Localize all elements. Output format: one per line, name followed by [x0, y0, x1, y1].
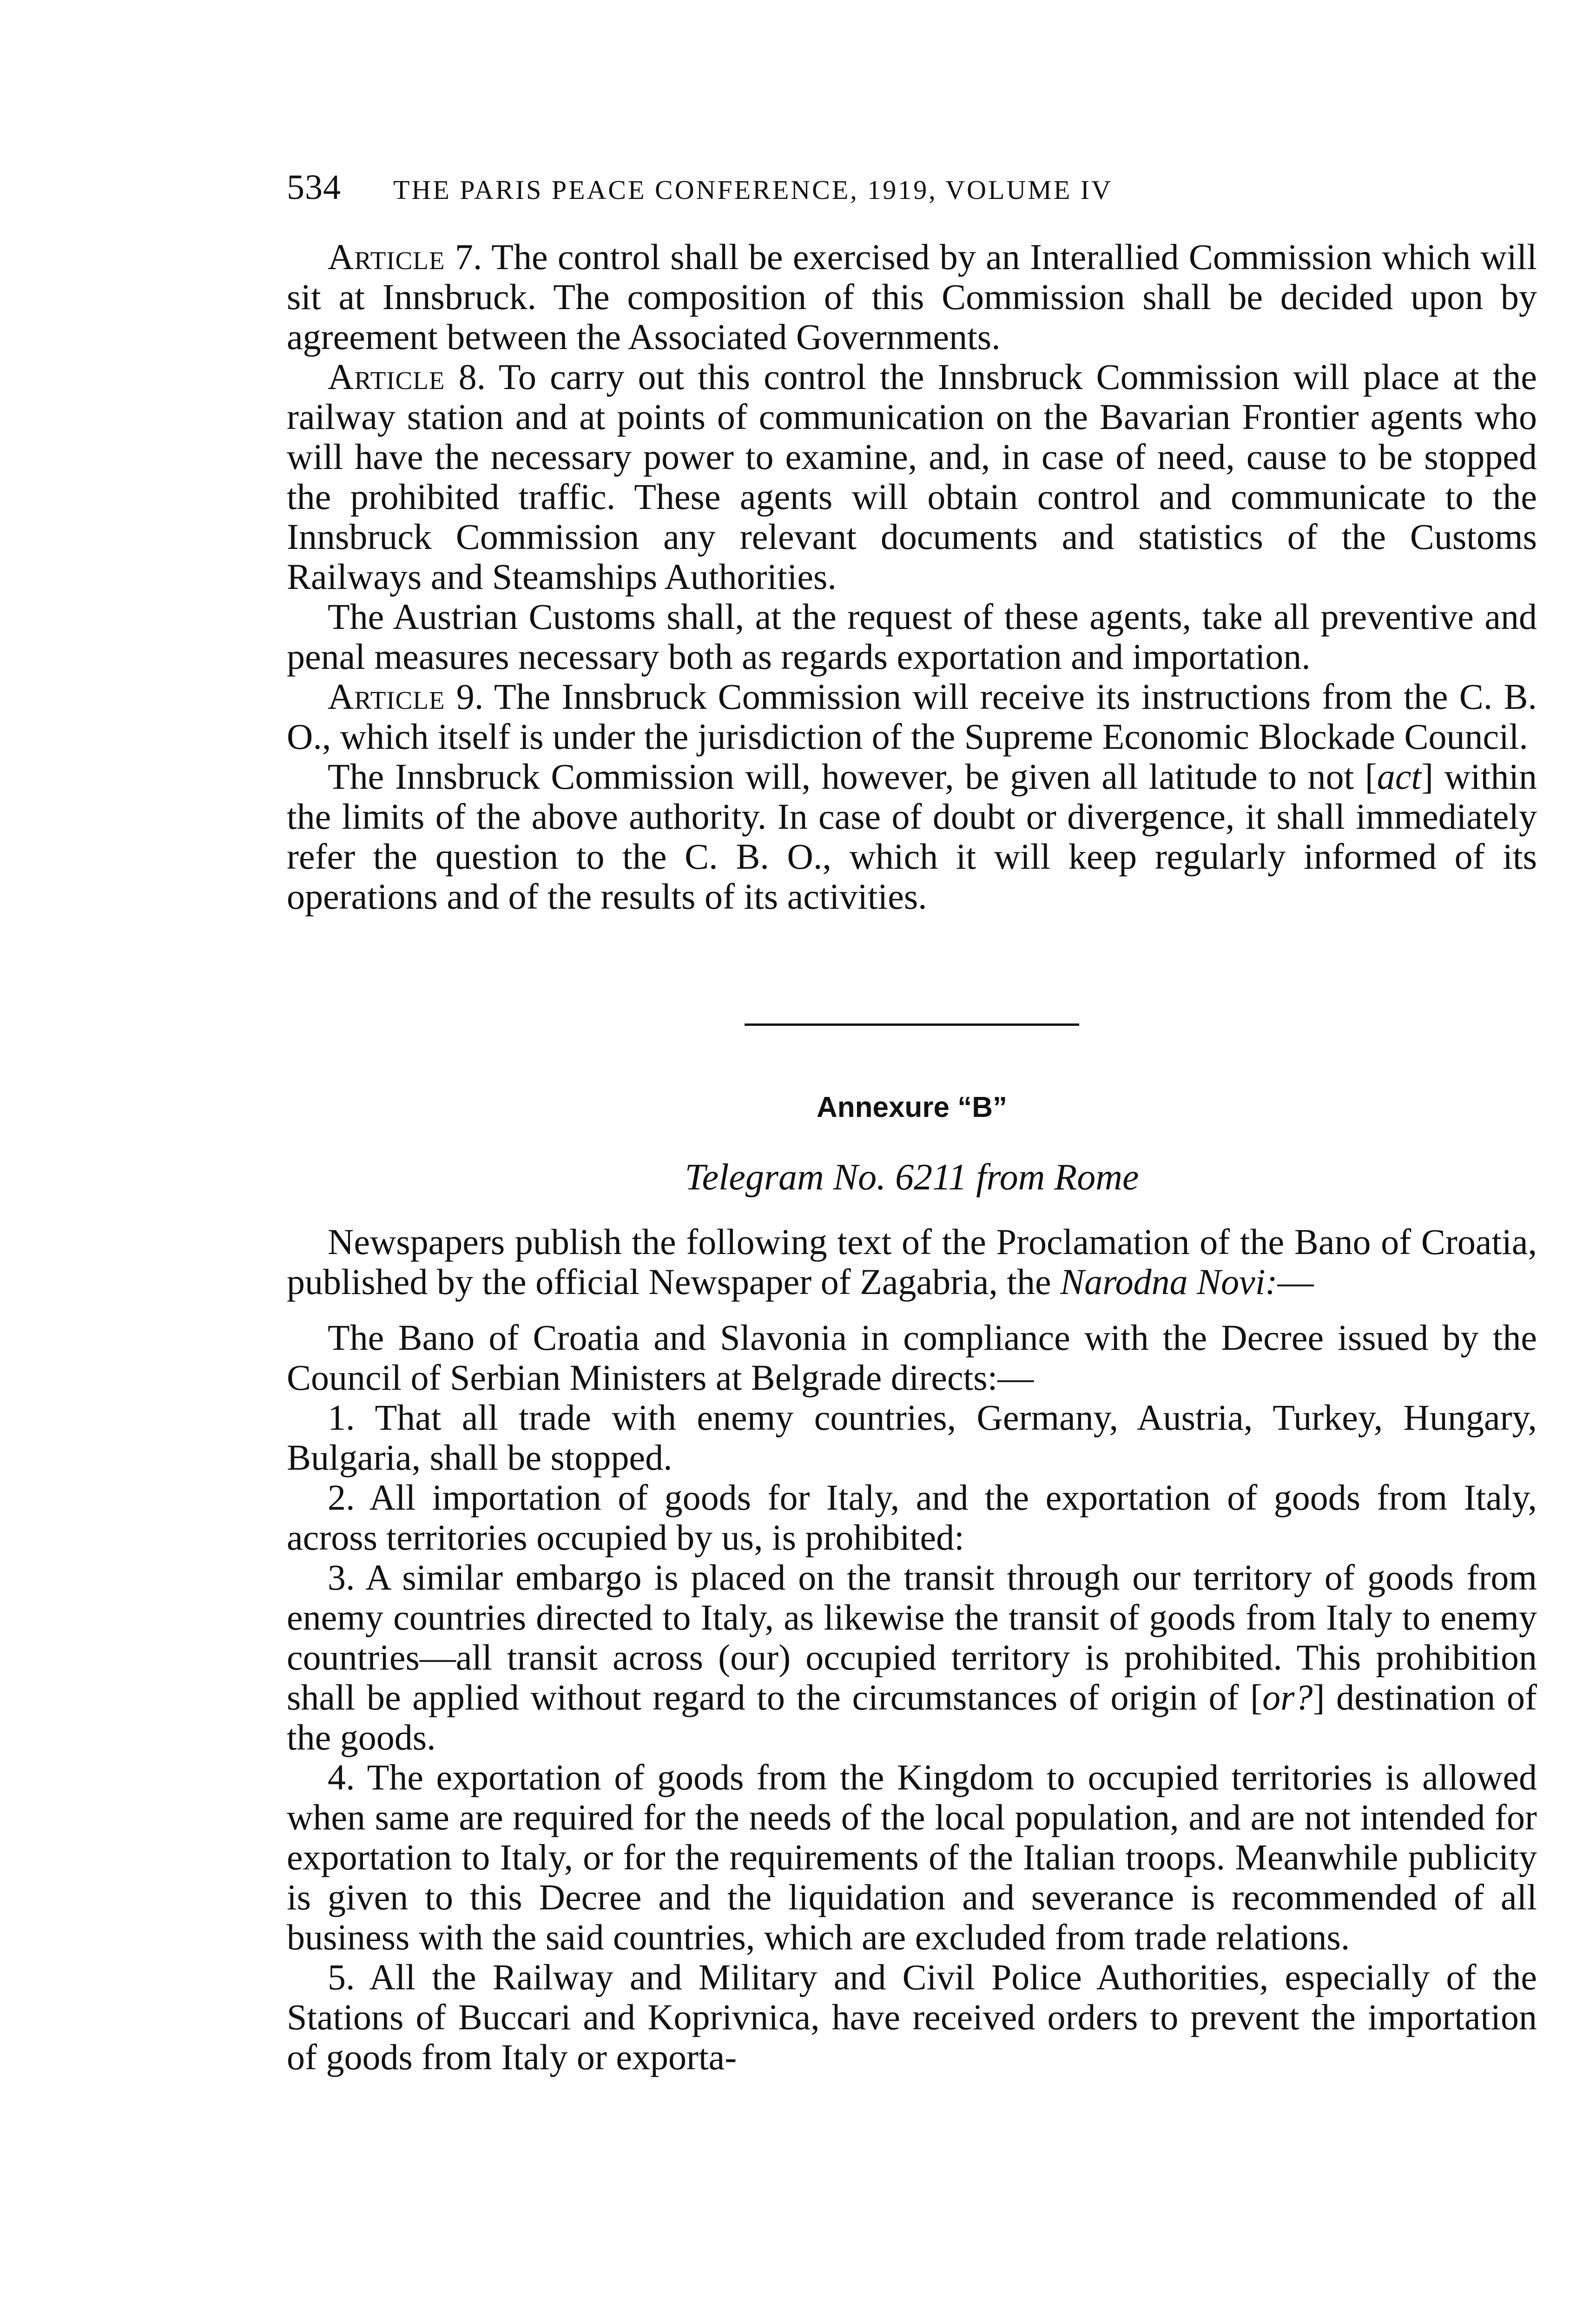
article-9-text: 9. The Innsbruck Commission will receive its instructions from the C. B. O., which itself is under the jurisdiction of the Supreme Economic Blockade Council.	[287, 676, 1537, 757]
decree-item-3-text-start: 3. A similar embargo is placed on the transit through our territory of goods from enemy countries directed to Italy, as likewise the transit of goods from Italy to enemy countries—all transit across (our) occupied territory is prohibited. This prohibition shall be applied without regard to the circumstances of origin of [	[287, 1557, 1537, 1717]
latitude-paragraph	[287, 757, 1537, 917]
telegram-title: Telegram No. 6211 from Rome	[685, 1157, 1139, 1198]
decree-paragraph: The Bano of Croatia and Slavonia in compliance with the Decree issued by the Council of Serbian Ministers at Belgrade directs:—	[287, 1317, 1537, 1398]
decree-item-1: 1. That all trade with enemy countries, Germany, Austria, Turkey, Hungary, Bulgaria, shall be stopped.	[287, 1397, 1537, 1478]
article-9-label: Article	[328, 676, 445, 717]
page-number: 534	[287, 168, 341, 207]
article-8-text: 8. To carry out this control the Innsbruck Commission will place at the railway station and at points of communication on the Bavarian Frontier agents who will have the necessary power to examine, and, in case of need, cause to be stopped the prohibited traffic. These agents will obtain control and communicate to the Innsbruck Commission any relevant documents and statistics of the Customs Railways and Steamships Authorities.	[287, 357, 1537, 597]
decree-item-3-italic-word: or?	[1262, 1677, 1313, 1717]
article-8-paragraph	[287, 357, 1537, 597]
article-7-paragraph	[287, 237, 1537, 357]
running-head: THE PARIS PEACE CONFERENCE, 1919, VOLUME IV	[393, 175, 1113, 205]
decree-item-5: 5. All the Railway and Military and Civil Police Authorities, especially of the Stations of Buccari and Koprivnica, have received orders to prevent the importation of goods from Italy or exporta-	[287, 1957, 1537, 2077]
article-7-text: 7. The control shall be exercised by an Interallied Commission which will sit at Innsbruck. The composition of this Commission shall be decided upon by agreement between the Associated Governments.	[287, 237, 1537, 357]
section-divider	[745, 1023, 1079, 1026]
latitude-text-end: ] within the limits of the above authority. In case of doubt or divergence, it shall immediately refer the question to the C. B. O., which it will keep regularly informed of its operations and of the results of its activities.	[287, 756, 1537, 917]
spacer	[287, 1302, 1537, 1318]
austrian-customs-paragraph: The Austrian Customs shall, at the request of these agents, take all preventive and penal measures necessary both as regards exportation and importation.	[287, 596, 1537, 677]
annex-title: Annexure “B”	[817, 1091, 1007, 1123]
latitude-text-start: The Innsbruck Commission will, however, be given all latitude to not [	[328, 756, 1377, 797]
decree-item-2: 2. All importation of goods for Italy, and the exportation of goods from Italy, across territories occupied by us, is prohibited:	[287, 1477, 1537, 1558]
article-7-label: Article	[328, 237, 445, 277]
decree-item-3-text-end: ] destination of the goods.	[287, 1677, 1537, 1757]
article-8-label: Article	[328, 357, 445, 397]
page-header	[287, 167, 1537, 218]
annex-intro-paragraph	[287, 1222, 1537, 1302]
latitude-italic-word: act	[1377, 756, 1422, 797]
decree-item-4: 4. The exportation of goods from the Kingdom to occupied territories is allowed when same are required for the needs of the local population, and are not intended for exportation to Italy, or for the requirements of the Italian troops. Meanwhile publicity is given to this Decree and the liquidation and severance is recommended of all business with the said countries, which are excluded from trade relations.	[287, 1757, 1537, 1957]
document-page	[287, 167, 1537, 2077]
annex-intro-text: Newspapers publish the following text of the Proclamation of the Bano of Croatia, published by the official Newspaper of Zagabria, the	[287, 1221, 1537, 1302]
decree-item-3	[287, 1558, 1537, 1757]
newspaper-name: Narodna Novi:	[1060, 1261, 1278, 1302]
annex-intro-dash: —	[1277, 1261, 1314, 1302]
article-9-paragraph	[287, 677, 1537, 757]
